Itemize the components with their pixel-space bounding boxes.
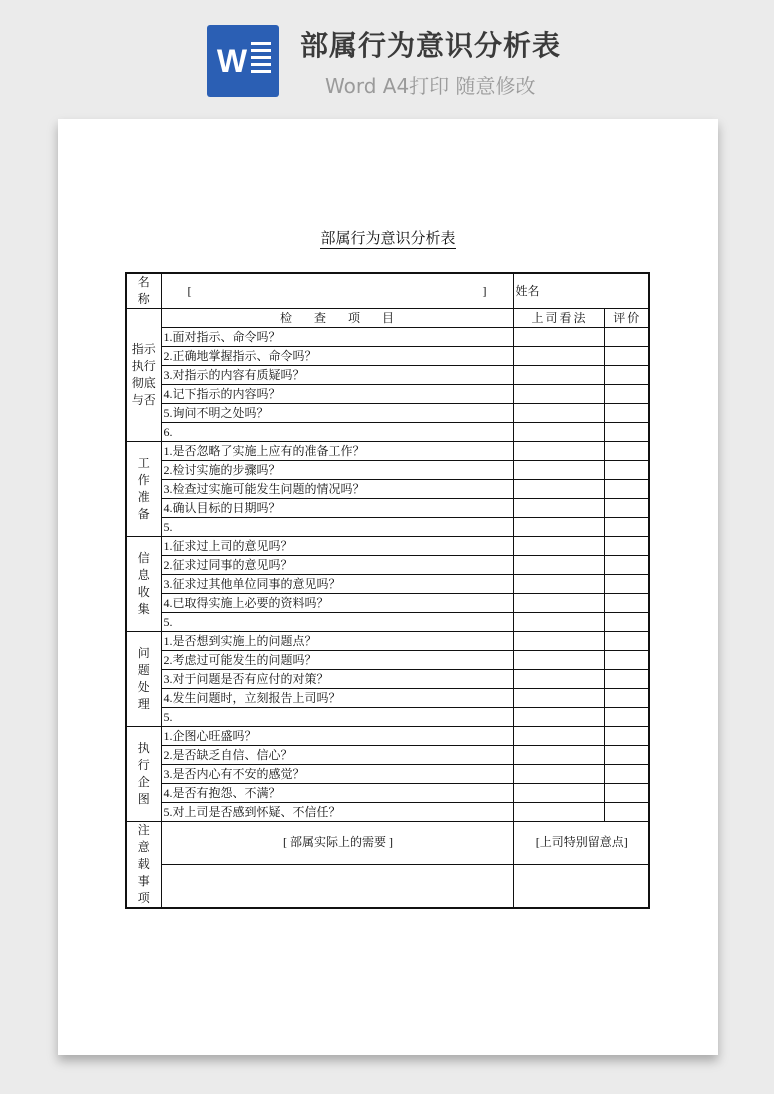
table-row: [126, 727, 649, 746]
rating-cell[interactable]: [604, 575, 649, 594]
rating-cell[interactable]: [604, 537, 649, 556]
section-label-2: 信息收集: [126, 537, 161, 632]
table-row: [126, 328, 649, 347]
bracket-close: ]: [482, 283, 487, 298]
person-label: 姓名: [515, 283, 540, 298]
table-row: [126, 784, 649, 803]
boss-view-cell[interactable]: [513, 689, 604, 708]
check-item: 5.: [161, 708, 513, 727]
boss-view-cell[interactable]: [513, 404, 604, 423]
table-row: [126, 575, 649, 594]
section-label-3: 问题处理: [126, 632, 161, 727]
table-row: [126, 670, 649, 689]
check-item: 5.: [161, 613, 513, 632]
rating-cell[interactable]: [604, 423, 649, 442]
rating-cell[interactable]: [604, 347, 649, 366]
name-field[interactable]: [161, 273, 513, 309]
rating-cell[interactable]: [604, 670, 649, 689]
boss-view-cell[interactable]: [513, 442, 604, 461]
boss-view-cell[interactable]: [513, 366, 604, 385]
table-row: [126, 708, 649, 727]
boss-view-cell[interactable]: [513, 594, 604, 613]
check-item: 3.对指示的内容有质疑吗？: [161, 366, 513, 385]
notes-body-row: [126, 864, 649, 908]
header-banner: [0, 0, 774, 112]
check-item: 2.正确地掌握指示、命令吗？: [161, 347, 513, 366]
section-label-4: 执行企图: [126, 727, 161, 822]
check-item: 4.已取得实施上必要的资料吗？: [161, 594, 513, 613]
check-item: 5.: [161, 518, 513, 537]
rating-cell[interactable]: [604, 442, 649, 461]
bracket-open: [: [187, 283, 192, 298]
check-item: 3.征求过其他单位同事的意见吗？: [161, 575, 513, 594]
table-row: [126, 499, 649, 518]
rating-cell[interactable]: [604, 746, 649, 765]
name-brackets: [164, 283, 513, 300]
check-item: 3.对于问题是否有应付的对策？: [161, 670, 513, 689]
check-item: 5.询问不明之处吗？: [161, 404, 513, 423]
check-item: 2.征求过同事的意见吗？: [161, 556, 513, 575]
boss-view-cell[interactable]: [513, 385, 604, 404]
rating-cell[interactable]: [604, 556, 649, 575]
rating-cell[interactable]: [604, 385, 649, 404]
check-item: 5.对上司是否感到怀疑、不信任？: [161, 803, 513, 822]
rating-cell[interactable]: [604, 708, 649, 727]
document-page: [58, 119, 718, 1055]
check-item: 2.检讨实施的步骤吗？: [161, 461, 513, 480]
boss-view-cell[interactable]: [513, 328, 604, 347]
rating-cell[interactable]: [604, 518, 649, 537]
rating-cell[interactable]: [604, 499, 649, 518]
boss-view-cell[interactable]: [513, 423, 604, 442]
check-items-header: 检查项目: [161, 309, 513, 328]
rating-cell[interactable]: [604, 803, 649, 822]
table-row: [126, 518, 649, 537]
table-row: [126, 765, 649, 784]
rating-cell[interactable]: [604, 632, 649, 651]
check-item: 1.征求过上司的意见吗？: [161, 537, 513, 556]
table-row: [126, 480, 649, 499]
check-item: 3.检查过实施可能发生问题的情况吗？: [161, 480, 513, 499]
subordinate-needs-header: [ 部属实际上的需要 ]: [161, 822, 513, 865]
table-row: [126, 366, 649, 385]
boss-view-cell[interactable]: [513, 613, 604, 632]
rating-cell[interactable]: [604, 480, 649, 499]
rating-cell[interactable]: [604, 328, 649, 347]
table-row: [126, 423, 649, 442]
table-row: [126, 461, 649, 480]
boss-view-cell[interactable]: [513, 727, 604, 746]
table-row: [126, 803, 649, 822]
check-item: 4.是否有抱怨、不满？: [161, 784, 513, 803]
rating-cell[interactable]: [604, 765, 649, 784]
check-item: 4.记下指示的内容吗？: [161, 385, 513, 404]
section-label-1: 工作准备: [126, 442, 161, 537]
rating-header: 评价: [604, 309, 649, 328]
boss-view-cell[interactable]: [513, 537, 604, 556]
notes-header-row: [126, 822, 649, 865]
check-item: 2.是否缺乏自信、信心？: [161, 746, 513, 765]
rating-cell[interactable]: [604, 366, 649, 385]
document-title: [58, 227, 718, 248]
word-icon-lines: [251, 42, 271, 77]
table-row: [126, 556, 649, 575]
boss-view-cell[interactable]: [513, 670, 604, 689]
table-row: [126, 442, 649, 461]
rating-cell[interactable]: [604, 689, 649, 708]
banner-title: 部属行为意识分析表: [300, 29, 562, 62]
check-item: 4.发生问题时，立刻报告上司吗？: [161, 689, 513, 708]
check-item: 4.确认目标的日期吗？: [161, 499, 513, 518]
check-item: 1.面对指示、命令吗？: [161, 328, 513, 347]
boss-view-cell[interactable]: [513, 347, 604, 366]
boss-view-cell[interactable]: [513, 765, 604, 784]
table-row: [126, 689, 649, 708]
table-row: [126, 385, 649, 404]
table-row: [126, 347, 649, 366]
check-item: 6.: [161, 423, 513, 442]
boss-view-cell[interactable]: [513, 651, 604, 670]
header-row: [126, 309, 649, 328]
word-icon: [207, 25, 279, 97]
rating-cell[interactable]: [604, 404, 649, 423]
table-row: [126, 404, 649, 423]
boss-view-cell[interactable]: [513, 632, 604, 651]
boss-attention-field[interactable]: [513, 864, 649, 908]
check-item: 1.企图心旺盛吗？: [161, 727, 513, 746]
table-row: [126, 537, 649, 556]
boss-view-cell[interactable]: [513, 784, 604, 803]
boss-view-cell[interactable]: [513, 518, 604, 537]
boss-view-cell[interactable]: [513, 556, 604, 575]
boss-view-cell[interactable]: [513, 746, 604, 765]
check-item: 1.是否忽略了实施上应有的准备工作？: [161, 442, 513, 461]
boss-attention-header: [上司特别留意点]: [513, 822, 649, 865]
notes-label: 注意载事项: [126, 822, 161, 909]
rating-cell[interactable]: [604, 613, 649, 632]
table-row: [126, 594, 649, 613]
boss-view-cell[interactable]: [513, 575, 604, 594]
word-icon-letter: W: [216, 43, 248, 79]
rating-cell[interactable]: [604, 594, 649, 613]
name-row: [126, 273, 649, 309]
table-row: [126, 746, 649, 765]
rating-cell[interactable]: [604, 727, 649, 746]
analysis-table: [125, 272, 650, 909]
table-row: [126, 613, 649, 632]
subordinate-needs-field[interactable]: [161, 864, 513, 908]
banner-subtitle: Word A4打印 随意修改: [325, 74, 536, 98]
boss-view-cell[interactable]: [513, 803, 604, 822]
table-row: [126, 651, 649, 670]
check-item: 3.是否内心有不安的感觉？: [161, 765, 513, 784]
boss-view-cell[interactable]: [513, 708, 604, 727]
document-title-text: 部属行为意识分析表: [320, 229, 456, 247]
check-item: 1.是否想到实施上的问题点？: [161, 632, 513, 651]
rating-cell[interactable]: [604, 651, 649, 670]
check-item: 2.考虑过可能发生的问题吗？: [161, 651, 513, 670]
boss-view-header: 上司看法: [513, 309, 604, 328]
rating-cell[interactable]: [604, 461, 649, 480]
boss-view-cell[interactable]: [513, 499, 604, 518]
person-name-field[interactable]: [513, 273, 649, 309]
table-row: [126, 632, 649, 651]
name-label: 名称: [126, 273, 161, 309]
section-label-0: 指示执行彻底与否: [126, 309, 161, 442]
boss-view-cell[interactable]: [513, 480, 604, 499]
rating-cell[interactable]: [604, 784, 649, 803]
boss-view-cell[interactable]: [513, 461, 604, 480]
